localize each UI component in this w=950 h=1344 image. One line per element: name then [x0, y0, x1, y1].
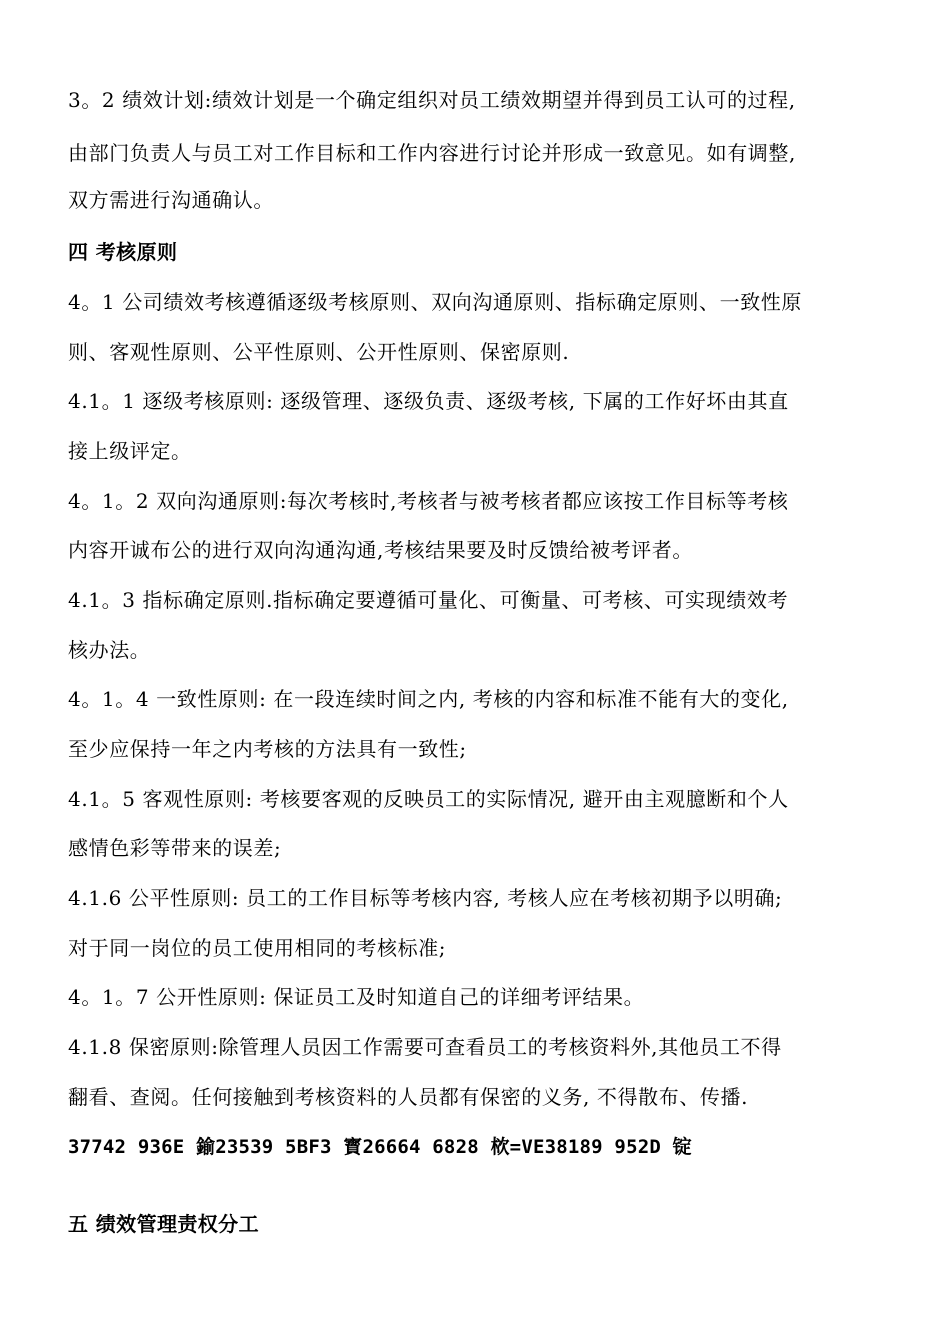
- paragraph-4-1-line-2: 则、客观性原则、公平性原则、公开性原则、保密原则.: [68, 340, 570, 364]
- paragraph-4-1-6-line-2: 对于同一岗位的员工使用相同的考核标准;: [68, 936, 447, 960]
- paragraph-4-1-2-line-2: 内容开诚布公的进行双向沟通沟通,考核结果要及时反馈给被考评者。: [68, 538, 693, 562]
- section-5-heading: 五 绩效管理责权分工: [68, 1212, 259, 1236]
- paragraph-4-1-5-line-2: 感情色彩等带来的误差;: [68, 836, 282, 860]
- section-4-heading: 四 考核原则: [68, 240, 178, 264]
- paragraph-4-1-4-line-2: 至少应保持一年之内考核的方法具有一致性;: [68, 737, 467, 761]
- paragraph-3-2-line-1: 3。2 绩效计划:绩效计划是一个确定组织对员工绩效期望并得到员工认可的过程,: [68, 88, 796, 112]
- paragraph-4-1-2-line-1: 4。1。2 双向沟通原则:每次考核时,考核者与被考核者都应该按工作目标等考核: [68, 489, 789, 513]
- paragraph-4-1-3-line-1: 4.1。3 指标确定原则.指标确定要遵循可量化、可衡量、可考核、可实现绩效考: [68, 588, 789, 612]
- paragraph-4-1-1-line-2: 接上级评定。: [68, 439, 192, 463]
- paragraph-4-1-line-1: 4。1 公司绩效考核遵循逐级考核原则、双向沟通原则、指标确定原则、一致性原: [68, 290, 803, 314]
- encoded-text-line: 37742 936E 鍮23539 5BF3 寳26664 6828 栨=VE38189 952D 锭: [68, 1136, 692, 1158]
- paragraph-4-1-8-line-2: 翻看、查阅。任何接触到考核资料的人员都有保密的义务, 不得散布、传播.: [68, 1085, 749, 1109]
- paragraph-4-1-4-line-1: 4。1。4 一致性原则: 在一段连续时间之内, 考核的内容和标准不能有大的变化,: [68, 687, 789, 711]
- paragraph-4-1-5-line-1: 4.1。5 客观性原则: 考核要客观的反映员工的实际情况, 避开由主观臆断和个人: [68, 787, 789, 811]
- paragraph-4-1-8-line-1: 4.1.8 保密原则:除管理人员因工作需要可查看员工的考核资料外,其他员工不得: [68, 1035, 782, 1059]
- paragraph-4-1-7-line-1: 4。1。7 公开性原则: 保证员工及时知道自己的详细考评结果。: [68, 985, 645, 1009]
- paragraph-3-2-line-2: 由部门负责人与员工对工作目标和工作内容进行讨论并形成一致意见。如有调整,: [68, 141, 796, 165]
- paragraph-3-2-line-3: 双方需进行沟通确认。: [68, 188, 274, 212]
- paragraph-4-1-1-line-1: 4.1。1 逐级考核原则: 逐级管理、逐级负责、逐级考核, 下属的工作好坏由其直: [68, 389, 789, 413]
- paragraph-4-1-3-line-2: 核办法。: [68, 638, 151, 662]
- paragraph-4-1-6-line-1: 4.1.6 公平性原则: 员工的工作目标等考核内容, 考核人应在考核初期予以明确;: [68, 886, 783, 910]
